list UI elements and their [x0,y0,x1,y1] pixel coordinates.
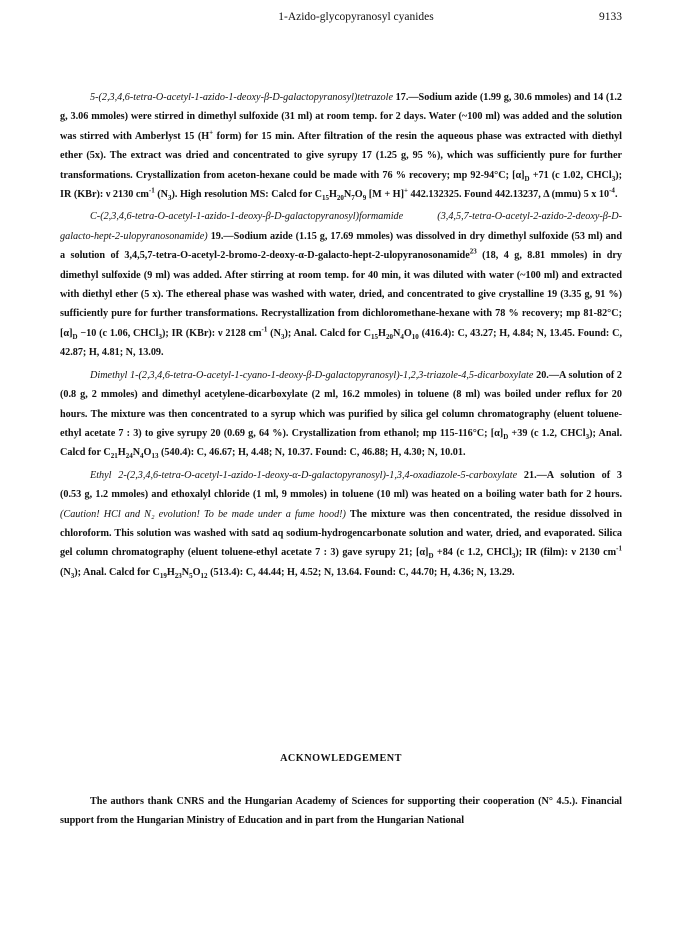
subscript: 3 [168,194,172,203]
formula-element: N [132,447,141,459]
paragraph-text: (N [60,566,71,578]
superscript: -1 [616,544,622,553]
superscript: -4 [609,186,615,195]
running-head [90,11,622,27]
subscript: 19 [159,571,167,580]
subscript: 3 [70,571,75,580]
subscript: 20 [385,332,393,341]
compound-number: 17 [395,92,406,103]
superscript: -1 [148,186,155,195]
subscript: 23 [174,571,182,580]
subscript: 3 [585,432,590,441]
paragraph-text: ); Anal. Calcd for C [60,427,622,459]
paragraph-text: (513.4): C, 44.44; H, 4.52; N, 13.64. Found: C, 44.70; H, 4.36; N, 13.29. [207,566,515,578]
subscript: 3 [158,332,163,341]
compound-number: 20 [536,369,547,381]
running-title: 1-Azido-glycopyranosyl cyanides [278,11,434,23]
subscript: 12 [200,571,208,580]
subscript: 15 [371,332,379,341]
compound-number: 19 [210,230,221,242]
subscript: 4 [400,332,404,341]
paragraph-text: .—Sodium azide (1.15 g, 17.69 mmoles) was dissolved in dry dimethyl sulfoxide (53 ml) and a solution of 3,4,5,7-tetra-O-acetyl-2-bromo-2-deoxy-α-D-galacto-hept-2-ulopyranosonamide [60,230,623,262]
paragraph-compound-20: Dimethyl 1-(2,3,4,6-tetra-O-acetyl-1-cyano-1-deoxy-β-D-galactopyranosyl)-1,2,3-triazole-4,5-dicarboxylate 20.—A solution of 2 (0.8 g, 2 mmoles) and dimethyl acetylene-dicarboxylate (2 ml, 16.2 mmoles) in toluene (8 ml) was boiled under reflux for 20 hours. The mixture was then concentrated to a syrup which was purified by silica gel column chromatography (eluent toluene-ethyl acetate 7 : 3) to give syrupy 20 (0.69 g, 64 %). Crystallization from ethanol; mp 115-116°C; $[\alpha]_D +39$ (c 1.2, CHCl$_3$); Anal. Calcd for $C_{21}H_{24}N_4O_{13}$ (540.4): C, 46.67; H, 4.48; N, 10.37. Found: C, 46.88; H, 4.30; N, 10.01. [60,369,622,461]
subscript: D [524,174,530,183]
subscript: D [503,432,509,441]
experimental-section [60,88,622,582]
superscript: + [209,128,214,137]
subscript: 3 [511,552,516,561]
compound-name: 5-(2,3,4,6-tetra-O-acetyl-1-azido-1-deoxy-β-D-galactopyranosyl)tetrazole [90,92,393,103]
paragraph-text: +71 (c 1.02, CHCl [529,169,612,181]
compound-name: C-(2,3,4,6-tetra-O-acetyl-1-azido-1-deoxy-β-D-galactopyranosyl)formamide (3,4,5,7-tetra-O-acetyl-2-azido-2-deoxy-β-D-galacto-hept-2-ulopyranosonamide) [60,211,622,242]
paragraph-text: 442.132325. Found 442.13237, Δ (mmu) 5 x 10 [408,189,610,201]
paragraph-text: form) for 15 min. After filtration of the resin the aqueous phase was extracted with diethyl ether (5x). The extract was dried and concentrated to give syrupy 17 (1.25 g, 95 %), which was sufficiently pure for further transformations. Crystallization from aceton-hexane could be made with 76 % recovery; mp 92-94°C; [α] [60,130,622,181]
compound-number: 21 [523,469,535,481]
paragraph-text: (540.4): C, 46.67; H, 4.48; N, 10.37. Found: C, 46.88; H, 4.30; N, 10.01. [158,447,466,459]
subscript: 9 [362,194,367,203]
paragraph-text: .—Sodium azide (1.99 g, 30.6 mmoles) and 14 (1.2 g, 3.06 mmoles) were stirred in dimethyl sulfoxide (31 ml) at room temp. for 2 days. Water (~100 ml) was added and the solution was stirred with Amberlyst 15 (H [60,92,623,142]
formula-element: N [392,327,401,339]
subscript: 10 [411,332,419,341]
subscript: 5 [189,571,193,580]
formula-element: N [181,566,190,578]
formula-element: O [192,566,201,578]
subscript: 3 [611,174,616,183]
formula-element: O [143,447,152,459]
subscript: 21 [110,452,118,461]
subscript: 4 [140,452,144,461]
paragraph-text: ); Anal. Calcd for C [74,566,160,578]
superscript: -1 [261,325,268,334]
acknowledgement-text [60,792,622,831]
paragraph-text: +84 (c 1.2, CHCl [433,547,512,559]
paragraph-compound-21: Ethyl 2-(2,3,4,6-tetra-O-acetyl-1-azido-1-deoxy-α-D-galactopyranosyl)-1,3,4-oxadiazole-5-carboxylate 21.—A solution of 3 (0.53 g, 1.2 mmoles) and ethoxalyl chloride (1 ml, 9 mmoles) in toluene (10 ml) was heated on a boiling water bath for 2 hours. (Caution! HCl and N₂ evolution! To be made under a fume hood!) The mixture was then concentrated, the residue dissolved in chloroform. This solution was washed with satd aq sodium-hydrogencarbonate solution and water, dried, and evaporated. Silica gel column chromatography (eluent toluene-ethyl acetate 7 : 3) gave syrupy 21; $[\alpha]_D +84$ (c 1.2, CHCl$_3$); IR (film): ν 2130 $cm^{-1}$ $(N_3)$; Anal. Calcd for $C_{19}H_{23}N_5O_{12}$ (513.4): C, 44.44; H, 4.52; N, 13.64. Found: C, 44.70; H, 4.36; N, 13.29. [60,469,622,580]
paragraph-text: ); IR (KBr): ν 2128 cm [162,327,262,339]
subscript: D [72,332,78,341]
paragraph-text: ). High resolution MS: Calcd for C [171,189,322,201]
paragraph-text: The mixture was then concentrated, the residue dissolved in chloroform. This solution was washed with satd aq sodium-hydrogencarbonate solution and water, dried, and evaporated. Silica gel column chromatography (eluent toluene-ethyl acetate 7 : 3) gave syrupy 21; [α] [60,508,622,559]
paragraph-text: .—A solution of 3 (0.53 g, 1.2 mmoles) and ethoxalyl chloride (1 ml, 9 mmoles) in toluene (10 ml) was heated on a boiling water bath for 2 hours. [60,469,622,501]
superscript: + [404,186,408,195]
compound-name: Dimethyl 1-(2,3,4,6-tetra-O-acetyl-1-cyano-1-deoxy-β-D-galactopyranosyl)-1,2,3-triazole-4,5-dicarboxylate [90,369,534,381]
acknowledgement-heading: ACKNOWLEDGEMENT [280,753,402,764]
subscript: 24 [125,452,133,461]
paragraph-text: (18, 4 g, 8.81 mmoles) in dry dimethyl sulfoxide (9 ml) was added. After stirring at room temp. for 40 min, it was diluted with water (~100 ml) and extracted with diethyl ether (5 x). The ethereal phase was washed with water, dried, and concentrated to give crystalline 19 (3.35 g, 91 %) sufficiently pure for further transformations. Recrystallization from dichloromethane-hexane with 78 % recovery; mp 81-82°C; [α] [60,250,622,339]
subscript: 7 [351,194,355,203]
page-number: 9133 [599,11,622,23]
paragraph-text: .—A solution of 2 (0.8 g, 2 mmoles) and dimethyl acetylene-dicarboxylate (2 ml, 16.2 mmoles) in toluene (8 ml) was boiled under reflux for 20 hours. The mixture was then concentrated to a syrup which was purified by silica gel column chromatography (eluent toluene-ethyl acetate 7 : 3) to give syrupy 20 (0.69 g, 64 %). Crystallization from ethanol; mp 115-116°C; [α] [60,369,622,439]
subscript: D [428,552,434,561]
caution-note: (Caution! HCl and N₂ evolution! To be made under a fume hood!) [60,508,346,520]
paragraph-text: . [614,189,618,201]
paragraph-text: (N [267,327,281,339]
paragraph-compound-19: C-(2,3,4,6-tetra-O-acetyl-1-azido-1-deoxy-β-D-galactopyranosyl)formamide (3,4,5,7-tetra-O-acetyl-2-azido-2-deoxy-β-D-galacto-hept-2-ulopyranosonamide) 19.—Sodium azide (1.15 g, 17.69 mmoles) was dissolved in dry dimethyl sulfoxide (53 ml) and a solution of 3,4,5,7-tetra-O-acetyl-2-bromo-2-deoxy-α-D-galacto-hept-2-ulopyranosonamide$^{23}$ (18, 4 g, 8.81 mmoles) in dry dimethyl sulfoxide (9 ml) was added. After stirring at room temp. for 40 min, it was diluted with water (~100 ml) and extracted with diethyl ether (5 x). The ethereal phase was washed with water, dried, and concentrated to give crystalline 19 (3.35 g, 91 %) sufficiently pure for further transformations. Recrystallization from dichloromethane-hexane with 78 % recovery; mp 81-82°C; $[\alpha]_D -10$ (c 1.06, CHCl$_3$); IR (KBr): ν 2128 $cm^{-1}$ $(N_3)$; Anal. Calcd for $C_{15}H_{20}N_4O_{10}$ (416.4): C, 43.27; H, 4.84; N, 13.45. Found: C, 42.87; H, 4.81; N, 13.09. [60,211,623,359]
reference-superscript: 23 [469,247,477,256]
paragraph-text: ); Anal. Calcd for C [284,327,372,339]
paragraph-text: [M + H] [366,189,404,201]
compound-name: Ethyl 2-(2,3,4,6-tetra-O-acetyl-1-azido-1-deoxy-α-D-galactopyranosyl)-1,3,4-oxadiazole-5-carboxylate [90,469,518,481]
formula-element: N [343,189,352,201]
formula-element: O [403,327,412,339]
formula-element: O [354,189,363,201]
acknowledgement-paragraph: The authors thank CNRS and the Hungarian Academy of Sciences for supporting their cooperation (N° 4.5.). Financial support from the Hungarian Ministry of Education and in part from the Hungarian National [60,796,622,827]
paragraph-text: (416.4): C, 43.27; H, 4.84; N, 13.45. Found: C, 42.87; H, 4.81; N, 13.09. [60,327,623,359]
paragraph-compound-17: 5-(2,3,4,6-tetra-O-acetyl-1-azido-1-deoxy-β-D-galactopyranosyl)tetrazole 17.—Sodium azide (1.99 g, 30.6 mmoles) and 14 (1.2 g, 3.06 mmoles) were stirred in dimethyl sulfoxide (31 ml) at room temp. for 2 days. Water (~100 ml) was added and the solution was stirred with Amberlyst 15 (H+ form) for 15 min. After filtration of the resin the aqueous phase was extracted with diethyl ether (5x). The extract was dried and concentrated to give syrupy 17 (1.25 g, 95 %), which was sufficiently pure for further transformations. Crystallization from aceton-hexane could be made with 76 % recovery; mp 92-94°C; $[\alpha]_D +71$ (c 1.02, CHCl$_3$); IR (KBr): ν 2130 $cm^{-1}$ $(N_3)$. High resolution MS: Calcd for $C_{15}H_{20}N_7O_9$ [M + H]+ 442.132325. Found 442.13237, Δ (mmu) 5 x $10^{-4}$. [60,92,623,203]
subscript: 3 [280,332,285,341]
paragraph-text: ); IR (film): ν 2130 cm [515,547,617,559]
paragraph-text: ); IR (KBr): ν 2130 cm [60,169,622,201]
subscript: 15 [321,194,329,203]
paragraph-text: (N [154,189,169,201]
subscript: 13 [151,452,159,461]
paragraph-text: −10 (c 1.06, CHCl [77,327,159,339]
subscript: 20 [336,194,344,203]
paragraph-text: +39 (c 1.2, CHCl [508,427,586,439]
